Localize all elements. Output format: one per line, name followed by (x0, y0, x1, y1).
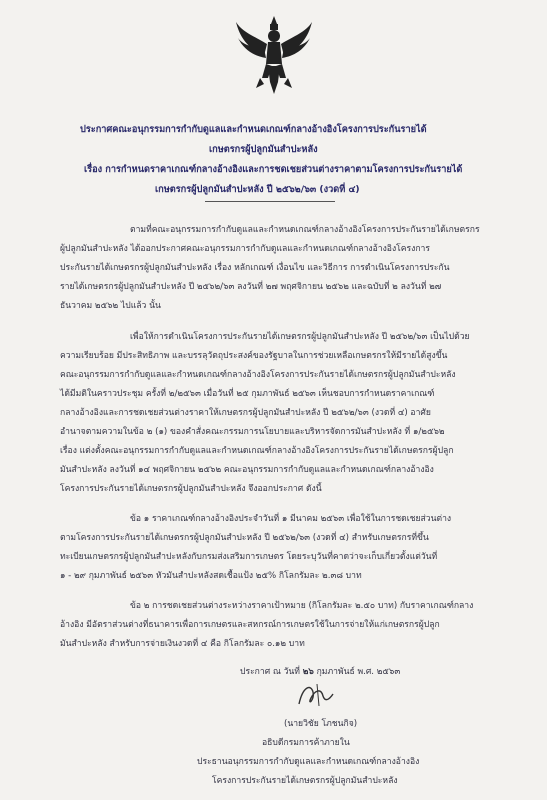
signer-title-3: โครงการประกันรายได้เกษตรกรผู้ปลูกมันสำปะหลัง (212, 776, 398, 786)
announce-day: ๒๖ (302, 667, 314, 677)
body-p2-line: เพื่อให้การดำเนินโครงการประกันรายได้เกษตรกรผู้ปลูกมันสำปะหลัง ปี ๒๕๖๒/๖๓ เป็นไปด้วย (130, 332, 470, 342)
body-p2-line: โครงการประกันรายได้เกษตรกรผู้ปลูกมันสำปะหลัง จึงออกประกาศ ดังนี้ (60, 484, 322, 494)
clause-2-line: ข้อ ๒ การชดเชยส่วนต่างระหว่างราคาเป้าหมาย (กิโลกรัมละ ๒.๕๐ บาท) กับราคาเกณฑ์กลาง (130, 601, 474, 611)
header-title-line-2: เกษตรกรผู้ปลูกมันสำปะหลัง (209, 144, 318, 155)
announce-prefix: ประกาศ ณ วันที่ (240, 667, 300, 677)
clause-1-line: ทะเบียนเกษตรกรผู้ปลูกมันสำปะหลังกับกรมส่งเสริมการเกษตร โดยระบุวันที่คาดว่าจะเก็บเกี่ยวตั้งแต่วันที่ (60, 552, 438, 562)
clause-2-line: มันสำปะหลัง สำหรับการจ่ายเงินงวดที่ ๔ คือ กิโลกรัมละ ๐.๑๒ บาท (60, 639, 305, 649)
clause-1-line: ข้อ ๑ ราคาเกณฑ์กลางอ้างอิงประจำวันที่ ๑ มีนาคม ๒๕๖๓ เพื่อใช้ในการชดเชยส่วนต่าง (130, 514, 452, 524)
header-subject-line-2: เกษตรกรผู้ปลูกมันสำปะหลัง ปี ๒๕๖๒/๖๓ (งวดที่ ๔) (155, 184, 360, 195)
body-p2-line: อำนาจตามความในข้อ ๒ (๑) ของคำสั่งคณะกรรมการนโยบายและบริหารจัดการมันสำปะหลัง ที่ ๑/๒๕๖๒ (60, 427, 445, 437)
body-p2-line: มันสำปะหลัง ลงวันที่ ๑๔ พฤศจิกายน ๒๕๖๒ คณะอนุกรรมการกำกับดูแลและกำหนดเกณฑ์กลางอ้างอิง (60, 465, 434, 475)
announce-date (240, 664, 400, 678)
clause-1-line: ๑ - ๒๙ กุมภาพันธ์ ๒๕๖๓ หัวมันสำปะหลังสดเชื้อแป้ง ๒๕% กิโลกรัมละ ๒.๓๘ บาท (60, 571, 362, 581)
clause-2-line: อ้างอิง มีอัตราส่วนต่างที่ธนาคารเพื่อการเกษตรและสหกรณ์การเกษตรใช้ในการจ่ายให้แก่เกษตรกรผู้ปลูก (60, 620, 440, 630)
body-p1-line: ธันวาคม ๒๕๖๒ ไปแล้ว นั้น (60, 301, 161, 311)
header-subject-line-1: เรื่อง การกำหนดราคาเกณฑ์กลางอ้างอิงและการชดเชยส่วนต่างราคาตามโครงการประกันรายได้ (84, 164, 463, 175)
header-title-line-1: ประกาศคณะอนุกรรมการกำกับดูแลและกำหนดเกณฑ์กลางอ้างอิงโครงการประกันรายได้ (80, 124, 427, 135)
announce-month-year: กุมภาพันธ์ พ.ศ. ๒๕๖๓ (316, 667, 401, 677)
clause-1-line: ตามโครงการประกันรายได้เกษตรกรผู้ปลูกมันสำปะหลัง ปี ๒๕๖๒/๖๓ (งวดที่ ๔) สำหรับเกษตรกรที่ขึ้น (60, 533, 429, 543)
body-p1-line: ผู้ปลูกมันสำปะหลัง ได้ออกประกาศคณะอนุกรรมการกำกับดูแลและกำหนดเกณฑ์กลางอ้างอิงโครงการ (60, 244, 430, 254)
body-p2-line: เรื่อง แต่งตั้งคณะอนุกรรมการกำกับดูแลและกำหนดเกณฑ์กลางอ้างอิงโครงการประกันรายได้เกษตรกรผู้ปลูก (60, 446, 454, 456)
garuda-emblem-icon (234, 14, 314, 98)
signer-title-1: อธิบดีกรมการค้าภายใน (262, 738, 350, 748)
signer-title-2: ประธานอนุกรรมการกำกับดูแลและกำหนดเกณฑ์กลางอ้างอิง (197, 757, 420, 767)
body-p1-line: รายได้เกษตรกรผู้ปลูกมันสำปะหลัง ปี ๒๕๖๒/๖๓ ลงวันที่ ๒๗ พฤศจิกายน ๒๕๖๒ และฉบับที่ ๒ ลงวันที่ ๒๗ (60, 282, 442, 292)
header-divider (205, 201, 335, 202)
body-p1-line: ประกันรายได้เกษตรกรผู้ปลูกมันสำปะหลัง เรื่อง หลักเกณฑ์ เงื่อนไข และวิธีการ การดำเนินโครงการประกัน (60, 263, 450, 273)
body-p2-line: ความเรียบร้อย มีประสิทธิภาพ และบรรลุวัตถุประสงค์ของรัฐบาลในการช่วยเหลือเกษตรกรให้มีรายได้สูงขึ้น (60, 351, 448, 361)
signature-mark (289, 680, 349, 710)
body-p2-line: กลางอ้างอิงและการชดเชยส่วนต่างราคาให้เกษตรกรผู้ปลูกมันสำปะหลัง ปี ๒๕๖๒/๖๓ (งวดที่ ๔) อาศัย (60, 408, 431, 418)
body-p2-line: ได้มีมติในคราวประชุม ครั้งที่ ๒/๒๕๖๓ เมื่อวันที่ ๒๕ กุมภาพันธ์ ๒๕๖๓ เห็นชอบการกำหนดราคาเกณฑ์ (60, 389, 435, 399)
signer-name: (นายวิชัย โภชนกิจ) (284, 719, 358, 729)
body-p2-line: คณะอนุกรรมการกำกับดูแลและกำหนดเกณฑ์กลางอ้างอิงโครงการประกันรายได้เกษตรกรผู้ปลูกมันสำปะหลัง (60, 370, 456, 380)
body-p1-line: ตามที่คณะอนุกรรมการกำกับดูแลและกำหนดเกณฑ์กลางอ้างอิงโครงการประกันรายได้เกษตรกร (130, 225, 480, 235)
